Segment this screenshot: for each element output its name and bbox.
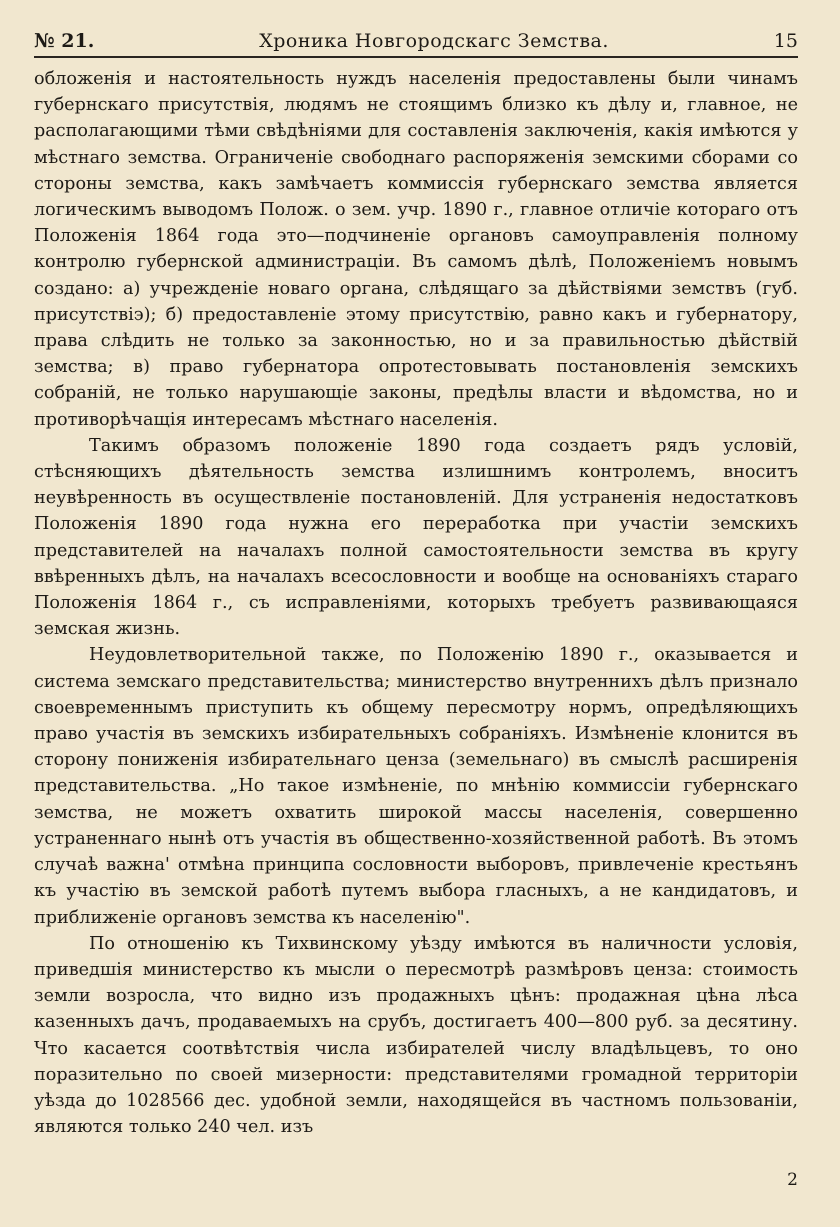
signature-mark: 2: [787, 1170, 798, 1190]
running-header: [34, 20, 798, 54]
header-rule: [34, 56, 798, 58]
journal-title: Хроника Новгородскагс Земства.: [259, 30, 609, 52]
paragraph-1: обложенія и настоятельность нуждъ населенія предоставлены были чинамъ губернскаго присутствія, людямъ не стоящимъ близко къ дѣлу и, главное, не располагающими тѣми свѣдѣніями для составленія заключенія, какія имѣются у мѣстнаго земства. Ограниченіе свободнаго распоряженія земскими сборами со стороны земства, какъ замѣчаетъ коммиссія губернскаго земства является логическимъ выводомъ Полож. о зем. учр. 1890 г., главное отличіе котораго отъ Положенія 1864 года это—подчиненіе органовъ самоуправленія полному контролю губернской администраціи. Въ самомъ дѣлѣ, Положеніемъ новымъ создано: а) учрежденіе новаго органа, слѣдящаго за дѣйствіями земствъ (губ. присутствіэ); б) предоставленіе этому присутствію, равно какъ и губернатору, права слѣдить не только за законностью, но и за правильностью дѣйствій земства; в) право губернатора опротестовывать постановленія земскихъ собраній, не только нарушающіе законы, предѣлы власти и вѣдомства, но и противорѣчащія интересамъ мѣстнаго населенія.: [34, 69, 798, 430]
paragraph-4: По отношенію къ Тихвинскому уѣзду имѣются въ наличности условія, приведшія министерство къ мысли о пересмотрѣ размѣровъ ценза: стоимость земли возросла, что видно изъ продажныхъ цѣнъ: продажная цѣна лѣса казенныхъ дачъ, продаваемыхъ на срубъ, достигаетъ 400—800 руб. за десятину. Что касается соотвѣтствія числа избирателей числу владѣльцевъ, то оно поразительно по своей мизерности: представителями громадной территоріи уѣзда до 1028566 дес. удобной земли, находящейся въ частномъ пользованіи, являются только 240 чел. изъ: [34, 933, 798, 1138]
paragraph-3: Неудовлетворительной также, по Положенію 1890 г., оказывается и система земскаго представительства; министерство внутреннихъ дѣлъ признало своевременнымъ приступить къ общему пересмотру нормъ, опредѣляющихъ право участія въ земскихъ избирательныхъ собраніяхъ. Измѣненіе клонится въ сторону пониженія избирательнаго ценза (земельнаго) въ смыслѣ расширенія представительства. „Но такое измѣненіе, по мнѣнію коммиссіи губернскаго земства, не можетъ охватить широкой массы населенія, совершенно устраненнаго нынѣ отъ участія въ общественно-хозяйственной работѣ. Въ этомъ случаѣ важна' отмѣна принципа сословности выборовъ, привлеченіе крестьянъ къ участію въ земской работѣ путемъ выбора гласныхъ, а не кандидатовъ, и приближеніе органовъ земства къ населенію".: [34, 645, 798, 928]
page-number: 15: [773, 30, 798, 52]
body-text: [34, 66, 798, 1140]
paragraph-2: Такимъ образомъ положеніе 1890 года создаетъ рядъ условій, стѣсняющихъ дѣятельность земства излишнимъ контролемъ, вноситъ неувѣренность въ осуществленіе постановленій. Для устраненія недостатковъ Положенія 1890 года нужна его переработка при участіи земскихъ представителей на началахъ полной самостоятельности земства въ кругу ввѣренныхъ дѣлъ, на началахъ всесословности и вообще на основаніяхъ стараго Положенія 1864 г., съ исправленіями, которыхъ требуетъ развивающаяся земская жизнь.: [34, 435, 798, 640]
issue-number: № 21.: [34, 30, 95, 52]
